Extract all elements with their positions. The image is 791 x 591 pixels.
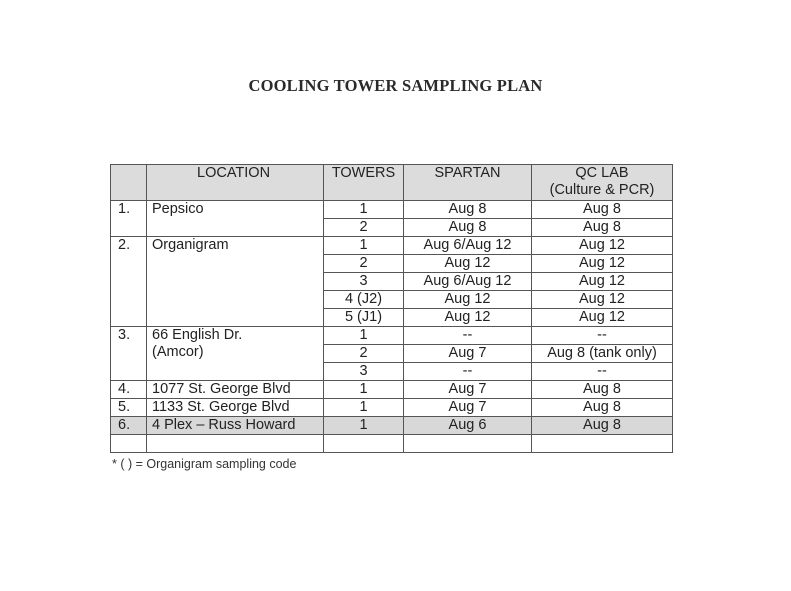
tower-cell: 4 (J2) bbox=[324, 291, 404, 309]
spartan-date-cell: Aug 8 bbox=[404, 219, 532, 237]
location-cell bbox=[147, 237, 324, 327]
location-name: 66 English Dr. bbox=[152, 327, 243, 343]
location-name: (Amcor) bbox=[152, 344, 204, 360]
tower-cell: 2 bbox=[324, 219, 404, 237]
tower-cell: 1 bbox=[324, 399, 404, 417]
table-row bbox=[111, 381, 673, 399]
empty-row bbox=[111, 435, 673, 453]
row-number: 2. bbox=[111, 237, 147, 327]
row-number: 3. bbox=[111, 327, 147, 381]
row-number: 4. bbox=[111, 381, 147, 399]
header-spartan: SPARTAN bbox=[404, 165, 532, 201]
empty-cell bbox=[404, 435, 532, 453]
location-cell bbox=[147, 381, 324, 399]
location-name: 4 Plex – Russ Howard bbox=[152, 417, 296, 433]
spartan-date-cell: -- bbox=[404, 363, 532, 381]
header-qclab-title: QC LAB bbox=[575, 165, 629, 181]
qclab-date-cell: Aug 12 bbox=[532, 273, 673, 291]
spartan-date-cell: Aug 12 bbox=[404, 309, 532, 327]
tower-cell: 1 bbox=[324, 237, 404, 255]
spartan-date-cell: Aug 12 bbox=[404, 255, 532, 273]
table-body bbox=[111, 201, 673, 453]
spartan-date-cell: Aug 8 bbox=[404, 201, 532, 219]
spartan-date-cell: Aug 12 bbox=[404, 291, 532, 309]
qclab-date-cell: Aug 8 bbox=[532, 381, 673, 399]
empty-cell bbox=[324, 435, 404, 453]
qclab-date-cell: Aug 12 bbox=[532, 237, 673, 255]
tower-cell: 1 bbox=[324, 417, 404, 435]
spartan-date-cell: Aug 6/Aug 12 bbox=[404, 237, 532, 255]
location-name: 1077 St. George Blvd bbox=[152, 381, 291, 397]
qclab-date-cell: Aug 8 bbox=[532, 399, 673, 417]
header-qclab-subtitle: (Culture & PCR) bbox=[549, 182, 655, 198]
location-cell bbox=[147, 417, 324, 435]
table-row bbox=[111, 327, 673, 345]
spartan-date-cell: Aug 6/Aug 12 bbox=[404, 273, 532, 291]
qclab-date-cell: Aug 12 bbox=[532, 291, 673, 309]
qclab-date-cell: Aug 8 bbox=[532, 219, 673, 237]
location-cell bbox=[147, 399, 324, 417]
footnote: * ( ) = Organigram sampling code bbox=[112, 457, 297, 471]
spartan-date-cell: Aug 7 bbox=[404, 345, 532, 363]
header-location: LOCATION bbox=[147, 165, 324, 201]
location-cell bbox=[147, 327, 324, 381]
empty-cell bbox=[111, 435, 147, 453]
empty-cell bbox=[147, 435, 324, 453]
location-name: Pepsico bbox=[152, 201, 204, 217]
table-row bbox=[111, 399, 673, 417]
qclab-date-cell: -- bbox=[532, 327, 673, 345]
table-row bbox=[111, 417, 673, 435]
qclab-date-cell: Aug 8 bbox=[532, 417, 673, 435]
row-number: 1. bbox=[111, 201, 147, 237]
qclab-date-cell: Aug 8 bbox=[532, 201, 673, 219]
header-qclab bbox=[532, 165, 673, 201]
tower-cell: 2 bbox=[324, 345, 404, 363]
table-row bbox=[111, 237, 673, 255]
qclab-date-cell: Aug 8 (tank only) bbox=[532, 345, 673, 363]
tower-cell: 3 bbox=[324, 363, 404, 381]
location-name: Organigram bbox=[152, 237, 229, 253]
table-row bbox=[111, 201, 673, 219]
tower-cell: 1 bbox=[324, 327, 404, 345]
tower-cell: 5 (J1) bbox=[324, 309, 404, 327]
empty-cell bbox=[532, 435, 673, 453]
page-title: COOLING TOWER SAMPLING PLAN bbox=[248, 76, 543, 95]
row-number: 5. bbox=[111, 399, 147, 417]
tower-cell: 3 bbox=[324, 273, 404, 291]
qclab-date-cell: Aug 12 bbox=[532, 255, 673, 273]
table-header-row bbox=[111, 165, 673, 201]
tower-cell: 2 bbox=[324, 255, 404, 273]
row-number: 6. bbox=[111, 417, 147, 435]
location-cell bbox=[147, 201, 324, 237]
qclab-date-cell: Aug 12 bbox=[532, 309, 673, 327]
sampling-plan-table bbox=[110, 164, 673, 453]
tower-cell: 1 bbox=[324, 381, 404, 399]
header-num bbox=[111, 165, 147, 201]
location-name: 1133 St. George Blvd bbox=[152, 399, 290, 415]
spartan-date-cell: Aug 7 bbox=[404, 399, 532, 417]
spartan-date-cell: Aug 7 bbox=[404, 381, 532, 399]
spartan-date-cell: Aug 6 bbox=[404, 417, 532, 435]
header-towers: TOWERS bbox=[324, 165, 404, 201]
qclab-date-cell: -- bbox=[532, 363, 673, 381]
tower-cell: 1 bbox=[324, 201, 404, 219]
spartan-date-cell: -- bbox=[404, 327, 532, 345]
